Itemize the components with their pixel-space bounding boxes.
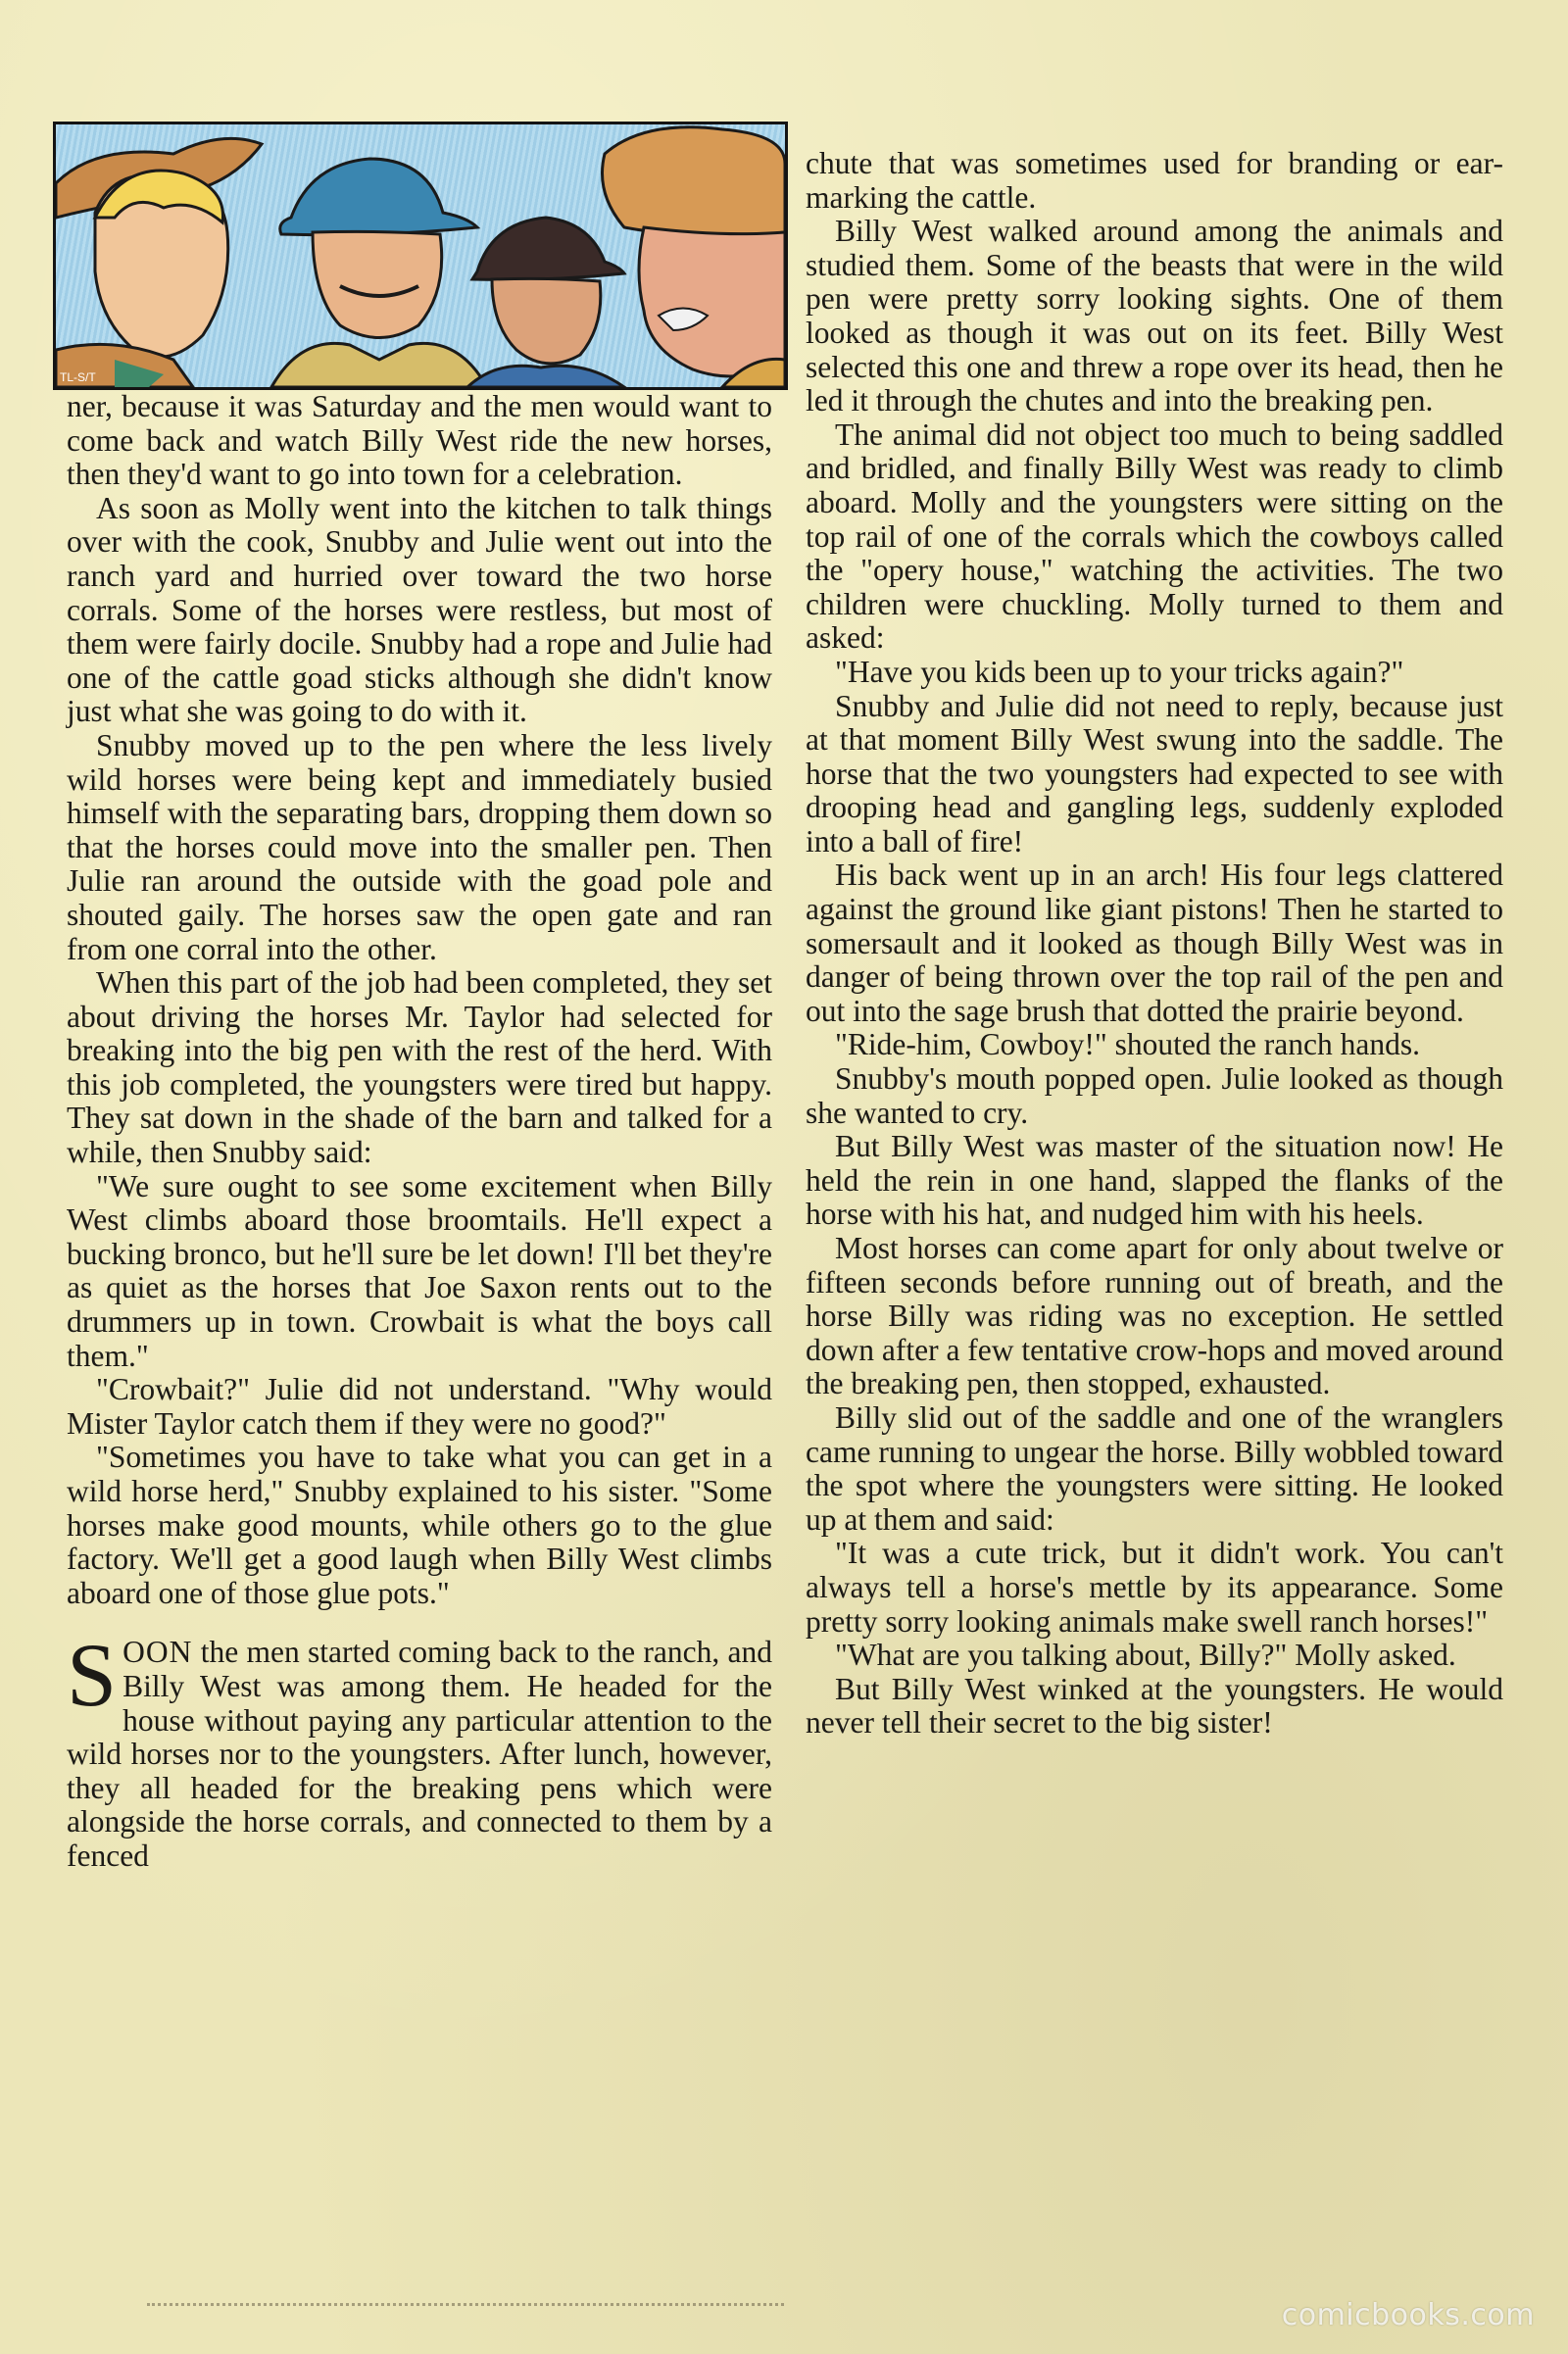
paragraph: The animal did not object too much to being saddled and bridled, and finally Billy West was ready to climb aboard. Molly and the youngsters were sitting on the top rail of one of the corrals which the cowboys called the "opery house," watching the activities. The two children were chuckling. Molly turned to them and asked: [806, 417, 1503, 656]
paragraph: "Have you kids been up to your tricks again?" [835, 654, 1404, 689]
paragraph: "Ride-him, Cowboy!" shouted the ranch hands. [835, 1027, 1420, 1062]
left-text-column [67, 390, 772, 1874]
paragraph: "Crowbait?" Julie did not understand. "Why would Mister Taylor catch them if they were no good?" [67, 1372, 772, 1441]
paragraph: chute that was sometimes used for branding or ear-marking the cattle. [806, 146, 1503, 215]
smallcaps-lead: OON [122, 1635, 193, 1670]
drop-cap: S [67, 1625, 118, 1726]
paragraph: Snubby moved up to the pen where the less lively wild horses were being kept and immediately busied himself with the separating bars, dropping them down so that the horses could move into the smaller pen. Then Julie ran around the outside with the goad pole and shouted gaily. The horses saw the open gate and ran from one corral into the other. [67, 727, 772, 966]
paragraph: When this part of the job had been completed, they set about driving the horses Mr. Taylor had selected for breaking into the big pen with the rest of the herd. With this job completed, the youngsters were tired but happy. They sat down in the shade of the barn and talked for a while, then Snubby said: [67, 965, 772, 1170]
cowboys-illustration-panel [53, 122, 788, 390]
paragraph: Snubby and Julie did not need to reply, because just at that moment Billy West swung into the saddle. The horse that the two youngsters had expected to see with drooping head and gangling legs, suddenly exploded into a ball of fire! [806, 688, 1503, 858]
panel-signature: TL-S/T [60, 370, 96, 384]
paragraph: "We sure ought to see some excitement when Billy West climbs aboard those broomtails. He'll expect a bucking bronco, but he'll sure be let down! I'll bet they're as quiet as the horses that Joe Saxon rents out to the drummers up in town. Crowbait is what the boys call them." [67, 1168, 772, 1373]
paragraph: As soon as Molly went into the kitchen to talk things over with the cook, Snubby and Julie went out into the ranch yard and hurried over toward the two horse corrals. Some of the horses were restless, but most of them were fairly docile. Snubby had a rope and Julie had one of the cattle goad sticks although she didn't know just what she was going to do with it. [67, 490, 772, 729]
paragraph: Most horses can come apart for only about twelve or fifteen seconds before running out of breath, and the horse Billy was riding was no exception. He settled down after a few tentative crow-hops and moved around the breaking pen, then stopped, exhausted. [806, 1231, 1503, 1401]
paragraph: "Sometimes you have to take what you can get in a wild horse herd," Snubby explained to his sister. "Some horses make good mounts, while others go to the glue factory. We'll get a good laugh when Billy West climbs aboard one of those glue pots." [67, 1440, 772, 1610]
paragraph: Snubby's mouth popped open. Julie looked as though she wanted to cry. [806, 1061, 1503, 1130]
paragraph: ner, because it was Saturday and the men would want to come back and watch Billy West ride the new horses, then they'd want to go into town for a celebration. [67, 389, 772, 492]
paragraph: But Billy West winked at the youngsters. He would never tell their secret to the big sister! [806, 1671, 1503, 1741]
paragraph: Billy West walked around among the animals and studied them. Some of the beasts that were in the wild pen were pretty sorry looking sights. One of them looked as though it was out on its feet. Billy West selected this one and threw a rope over its head, then he led it through the chutes and into the breaking pen. [806, 214, 1503, 418]
paragraph: "It was a cute trick, but it didn't work. You can't always tell a horse's mettle by its appearance. Some pretty sorry looking animals make swell ranch horses!" [806, 1536, 1503, 1639]
footer-dotted-rule [147, 2303, 784, 2316]
paragraph: But Billy West was master of the situation now! He held the rein in one hand, slapped the flanks of the horse with his hat, and nudged him with his heels. [806, 1129, 1503, 1232]
watermark-text: comicbooks.com [1281, 2298, 1535, 2332]
paragraph: "What are you talking about, Billy?" Molly asked. [835, 1638, 1456, 1673]
paragraph: Billy slid out of the saddle and one of the wranglers came running to ungear the horse. Billy wobbled toward the spot where the youngsters were sitting. He looked up at them and said: [806, 1399, 1503, 1537]
paragraph-rest: the men started coming back to the ranch, and Billy West was among them. He headed for the house without paying any particular attention to the wild horses nor to the youngsters. After lunch, however, they all headed for the breaking pens which were alongside the horse corrals, and connected to them by a fenced [67, 1635, 772, 1873]
cowboys-illustration [56, 124, 785, 387]
dropcap-paragraph [67, 1625, 772, 1873]
paragraph: His back went up in an arch! His four legs clattered against the ground like giant pistons! Then he started to somersault and it looked as though Billy West was in danger of being thrown over the top rail of the pen and out into the sage brush that dotted the prairie beyond. [806, 858, 1503, 1028]
right-text-column [806, 147, 1503, 1741]
